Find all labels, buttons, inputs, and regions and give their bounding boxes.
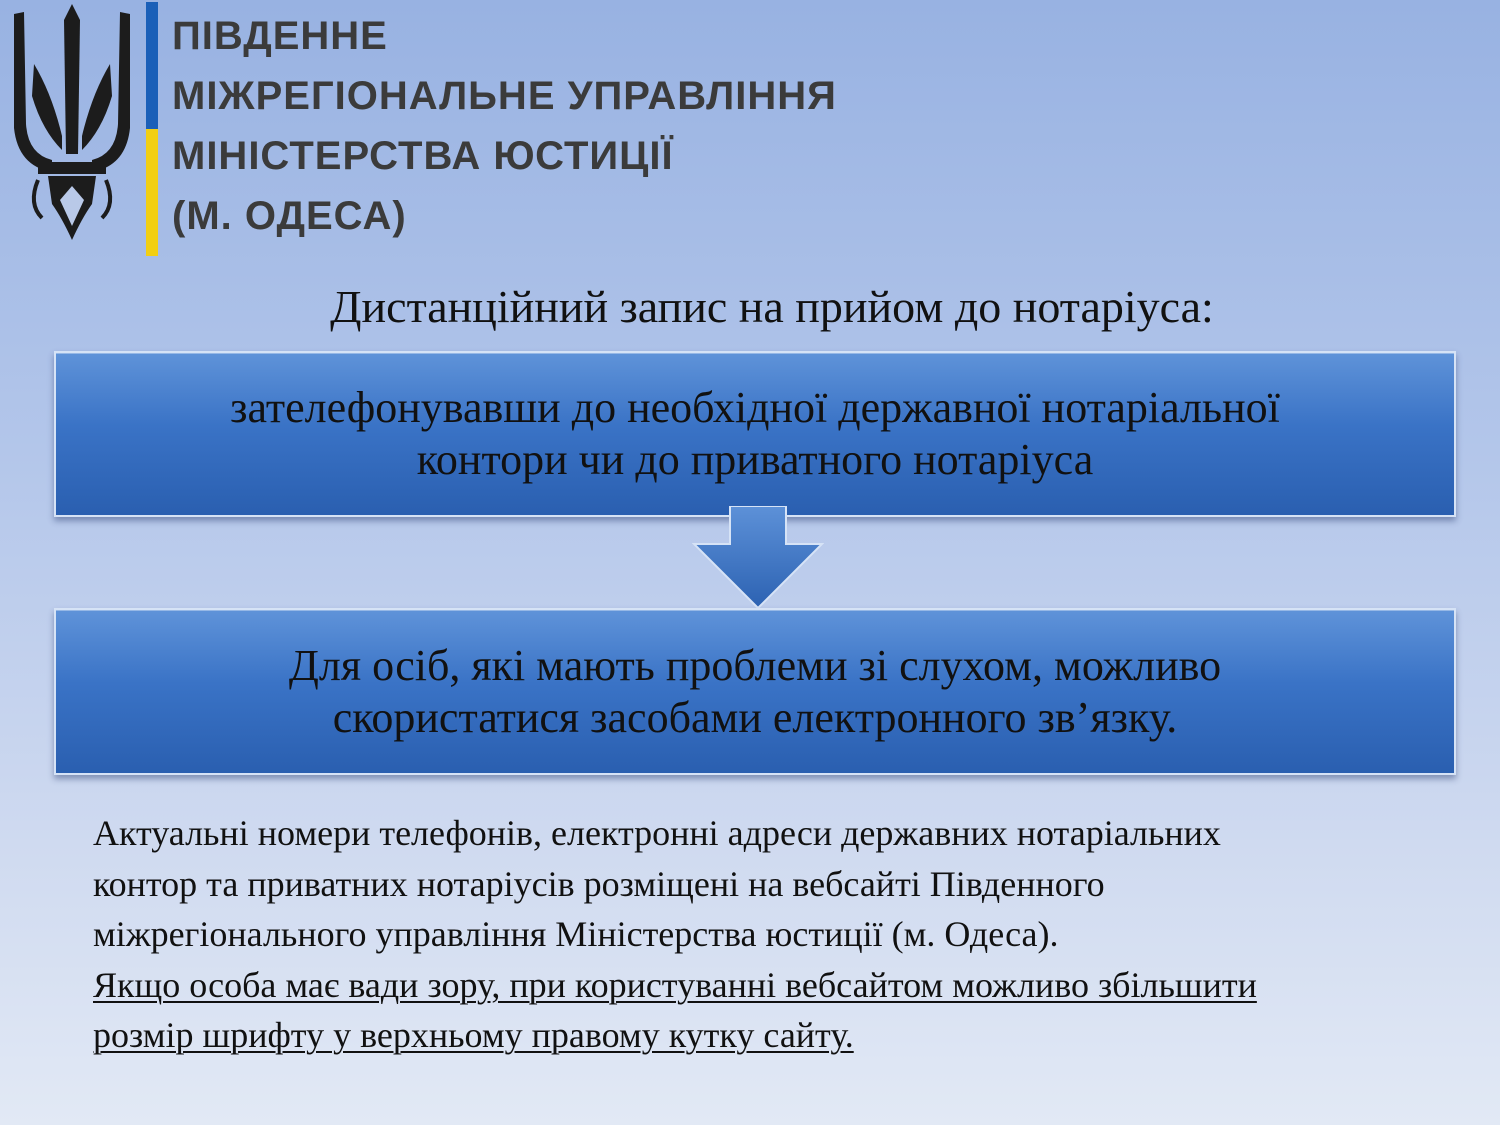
info-paragraph (93, 808, 1453, 1061)
info-line: міжрегіонального управління Міністерства юстиції (м. Одеса). (93, 914, 1059, 954)
step-electronic-line: Для осіб, які мають проблеми зі слухом, можливо (288, 640, 1222, 690)
info-line: Актуальні номери телефонів, електронні адреси державних нотаріальних (93, 813, 1221, 853)
org-name-line: (М. ОДЕСА) (172, 194, 407, 238)
organization-name (172, 6, 837, 246)
trident-icon (8, 4, 136, 242)
step-phone-line: контори чи до приватного нотаріуса (416, 435, 1094, 484)
org-name-line: ПІВДЕННЕ (172, 14, 388, 58)
info-line: контор та приватних нотаріусів розміщені на вебсайті Південного (93, 863, 1105, 904)
arrow-down-icon (692, 506, 824, 610)
step-phone-box (54, 351, 1456, 517)
flag-bar (146, 2, 158, 256)
step-electronic-box (54, 608, 1456, 775)
slide-title: Дистанційний запис на прийом до нотаріуса: (330, 281, 1214, 332)
org-name-line: МІЖРЕГІОНАЛЬНЕ УПРАВЛІННЯ (172, 74, 837, 118)
accessibility-note-line: Якщо особа має вади зору, при користуванні вебсайтом можливо збільшити (93, 964, 1257, 1005)
accessibility-note-line: розмір шрифту у верхньому правому кутку сайту. (93, 1015, 854, 1055)
step-phone-line: зателефонувавши до необхідної державної нотаріальної (230, 383, 1280, 432)
org-name-line: МІНІСТЕРСТВА ЮСТИЦІЇ (172, 134, 674, 178)
step-electronic-line: скористатися засобами електронного зв’язку. (332, 692, 1178, 742)
